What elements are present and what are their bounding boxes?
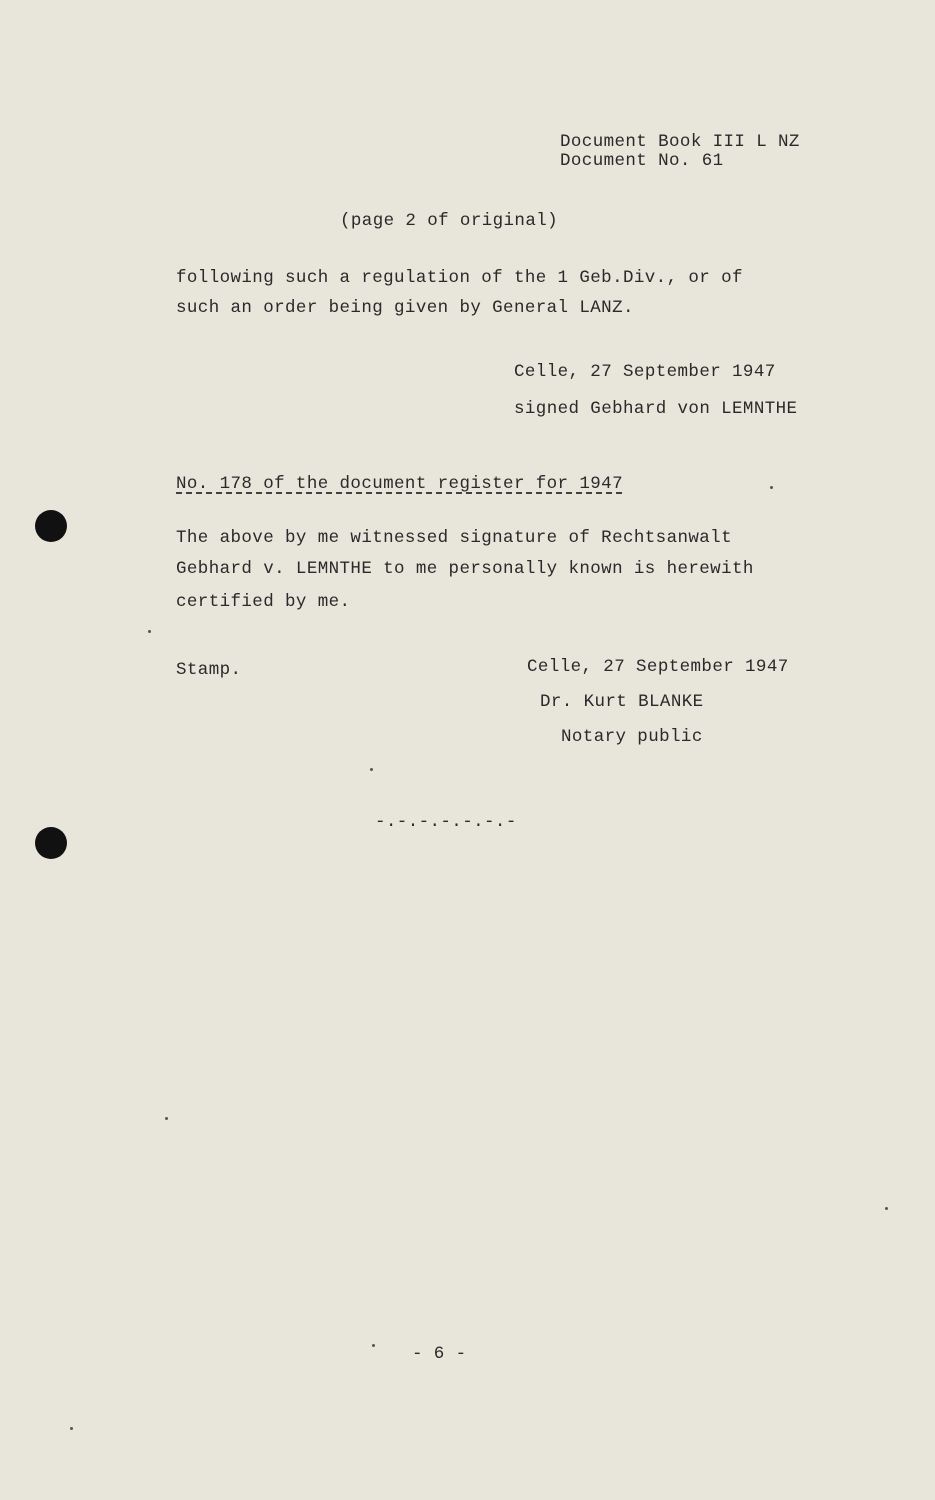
signature-place-date: Celle, 27 September 1947 — [514, 362, 776, 382]
page-note: (page 2 of original) — [340, 211, 559, 231]
punch-hole-bottom — [35, 827, 67, 859]
notary-place-date: Celle, 27 September 1947 — [527, 657, 789, 677]
notary-name: Dr. Kurt BLANKE — [540, 692, 704, 712]
paper-speck — [165, 1117, 168, 1120]
punch-hole-top — [35, 510, 67, 542]
body-line-2: such an order being given by General LANZ. — [176, 298, 634, 318]
paper-speck — [372, 1344, 375, 1347]
paper-speck — [770, 486, 773, 489]
body-line-1: following such a regulation of the 1 Geb.Div., or of — [176, 268, 743, 288]
notary-title: Notary public — [561, 727, 703, 747]
paper-speck — [148, 630, 151, 633]
certification-line-2: Gebhard v. LEMNTHE to me personally known is herewith — [176, 559, 754, 579]
document-number-label: Document No. 61 — [560, 151, 724, 171]
document-book-label: Document Book III L NZ — [560, 132, 800, 152]
paper-speck — [70, 1427, 73, 1430]
paper-speck — [370, 768, 373, 771]
stamp-label: Stamp. — [176, 660, 242, 680]
register-heading: No. 178 of the document register for 1947 — [176, 474, 623, 494]
certification-line-1: The above by me witnessed signature of Rechtsanwalt — [176, 528, 732, 548]
paper-speck — [885, 1207, 888, 1210]
certification-line-3: certified by me. — [176, 592, 351, 612]
separator-line: -.-.-.-.-.-.- — [375, 812, 517, 832]
signature-line: signed Gebhard von LEMNTHE — [514, 399, 798, 419]
page-number: - 6 - — [412, 1344, 467, 1364]
